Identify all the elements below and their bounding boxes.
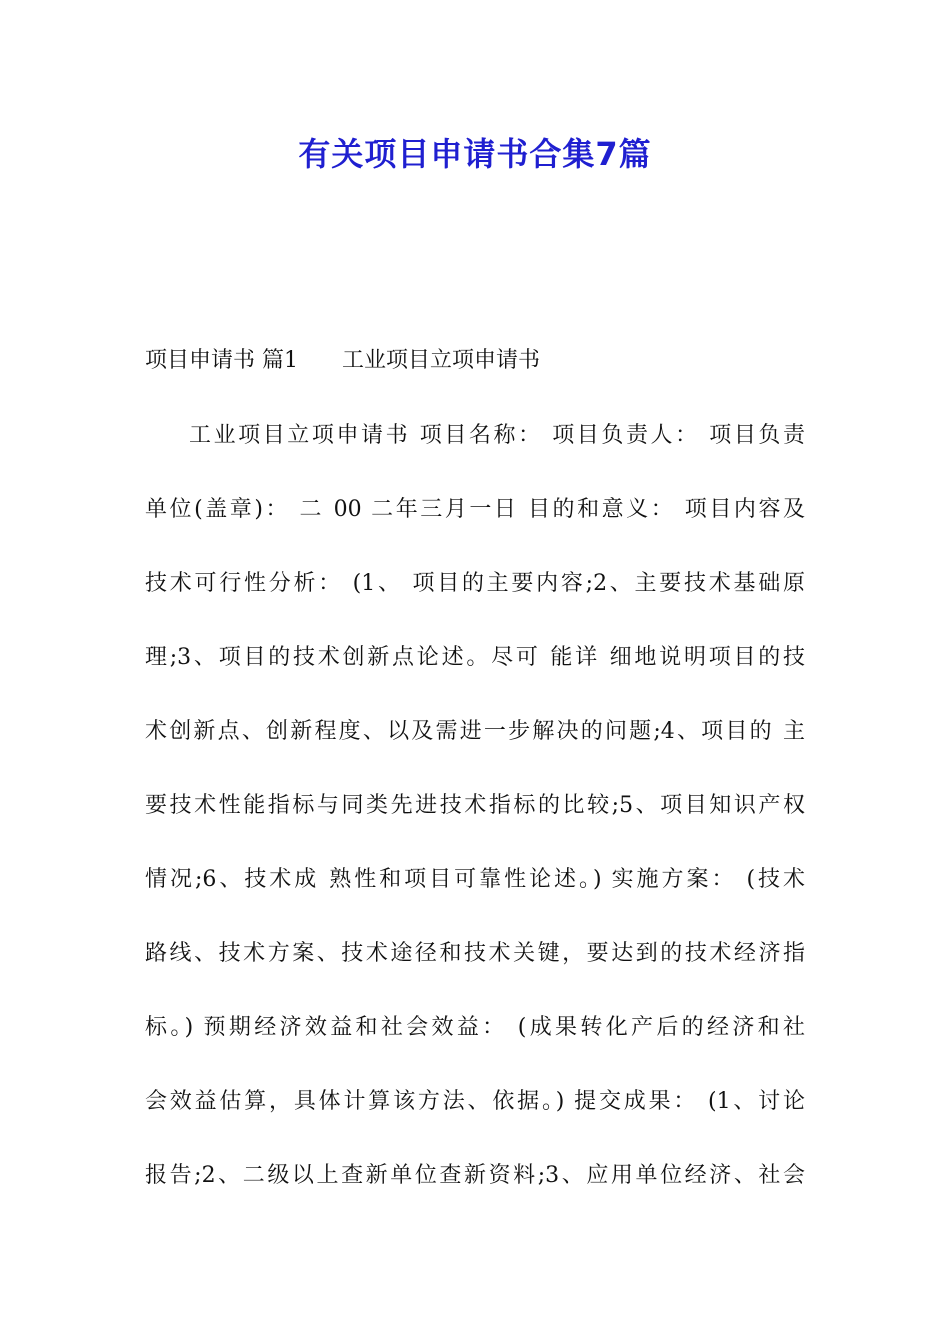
section-title: 工业项目立项申请书 xyxy=(342,348,541,373)
paragraph-line: 理;3、项目的技术创新点论述。尽可 能详 细地说明项目的技 xyxy=(145,645,805,670)
paragraph-line: 标。) 预期经济效益和社会效益： (成果转化产后的经济和社 xyxy=(145,1015,805,1040)
paragraph-line: 技术可行性分析： (1、 项目的主要内容;2、主要技术基础原 xyxy=(145,571,805,596)
section-heading xyxy=(145,345,810,377)
paragraph-line: 术创新点、创新程度、以及需进一步解决的问题;4、项目的 主 xyxy=(145,719,805,744)
paragraph-line: 要技术性能指标与同类先进技术指标的比较;5、项目知识产权 xyxy=(145,793,805,818)
paragraph-line: 会效益估算，具体计算该方法、依据。) 提交成果： (1、讨论 xyxy=(145,1089,805,1114)
document-title: 有关项目申请书合集7篇 xyxy=(298,135,652,173)
section-label: 项目申请书 篇1 xyxy=(145,348,298,373)
paragraph-line: 单位(盖章)： 二 00 二年三月一日 目的和意义： 项目内容及 xyxy=(145,497,805,522)
paragraph-line: 情况;6、技术成 熟性和项目可靠性论述。) 实施方案： (技术 xyxy=(145,867,805,892)
body-paragraph xyxy=(145,412,805,1226)
paragraph-line: 工业项目立项申请书 项目名称： 项目负责人： 项目负责 xyxy=(189,423,805,448)
paragraph-line: 报告;2、二级以上查新单位查新资料;3、应用单位经济、社会 xyxy=(145,1163,805,1188)
paragraph-line: 路线、技术方案、技术途径和技术关键，要达到的技术经济指 xyxy=(145,941,805,966)
